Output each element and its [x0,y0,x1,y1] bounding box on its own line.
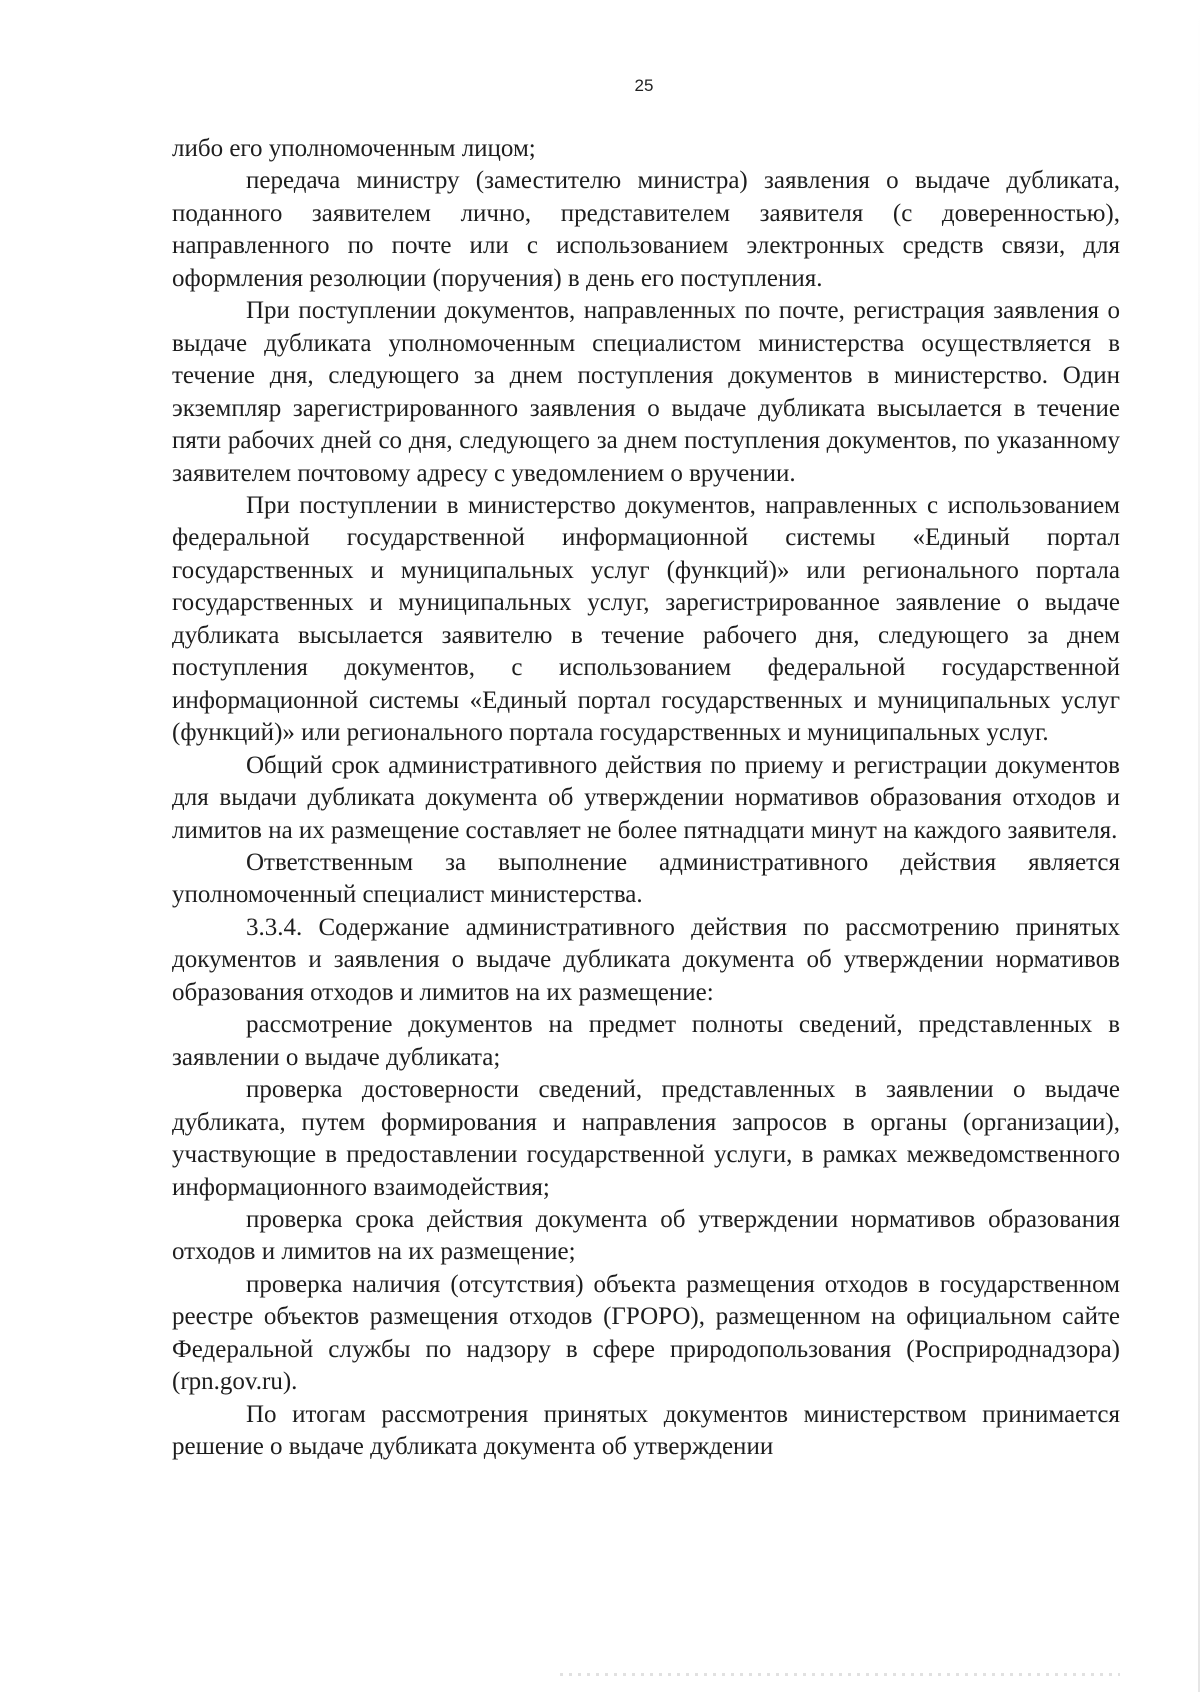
paragraph-transfer-to-minister: передача министру (заместителю министра) заявления о выдаче дубликата, поданного заявителем лично, представителем заявителя (с доверенностью), направленного по почте или с использованием электронных средств связи, для оформления резолюции (поручения) в день его поступления. [172,167,1120,292]
paragraph-decision: По итогам рассмотрения принятых документов министерством принимается решение о выдаче дубликата документа об утверждении [172,1400,1120,1461]
paragraph-accuracy-check: проверка достоверности сведений, представленных в заявлении о выдаче дубликата, путем формирования и направления запросов в органы (организации), участвующие в предоставлении государственной услуги, в рамках межведомственного информационного взаимодействия; [172,1076,1120,1201]
paragraph-electronic-registration: При поступлении в министерство документов, направленных с использованием федеральной государственной информационной системы «Единый портал государственных и муниципальных услуг (функций)» или регионального портала государственных и муниципальных услуг, зарегистрированное заявление о выдаче дубликата высылается заявителю в течение рабочего дня, следующего за днем поступления документов, с использованием федеральной государственной информационной системы «Единый портал государственных и муниципальных услуг (функций)» или регионального портала государственных и муниципальных услуг. [172,491,1120,747]
paragraph-postal-registration: При поступлении документов, направленных по почте, регистрация заявления о выдаче дубликата уполномоченным специалистом министерства осуществляется в течение дня, следующего за днем поступления документов в министерство. Один экземпляр зарегистрированного заявления о выдаче дубликата высылается в течение пяти рабочих дней со дня, следующего за днем поступления документов, по указанному заявителем почтовому адресу с уведомлением о вручении. [172,297,1120,487]
paragraph-validity-check: проверка срока действия документа об утверждении нормативов образования отходов и лимитов на их размещение; [172,1205,1120,1266]
paragraph-total-duration: Общий срок административного действия по приему и регистрации документов для выдачи дубликата документа об утверждении нормативов образования отходов и лимитов на их размещение составляет не более пятнадцати минут на каждого заявителя. [172,751,1120,844]
page-number: 25 [634,76,654,95]
paragraph-completeness-review: рассмотрение документов на предмет полноты сведений, представленных в заявлении о выдаче дубликата; [172,1011,1120,1071]
paragraph-continuation: либо его уполномоченным лицом; [172,135,536,162]
scan-artifact [560,1673,1120,1676]
paragraph-responsible-person: Ответственным за выполнение административного действия является уполномоченный специалист министерства. [172,848,1120,909]
paragraph-section-3-3-4: 3.3.4. Содержание административного действия по рассмотрению принятых документов и заявления о выдаче дубликата документа об утверждении нормативов образования отходов и лимитов на их размещение: [172,913,1120,1006]
paragraph-registry-check: проверка наличия (отсутствия) объекта размещения отходов в государственном реестре объектов размещения отходов (ГРОРО), размещенном на официальном сайте Федеральной службы по надзору в сфере природопользования (Росприроднадзора) (rpn.gov.ru). [172,1270,1120,1396]
document-body [172,133,1120,1464]
